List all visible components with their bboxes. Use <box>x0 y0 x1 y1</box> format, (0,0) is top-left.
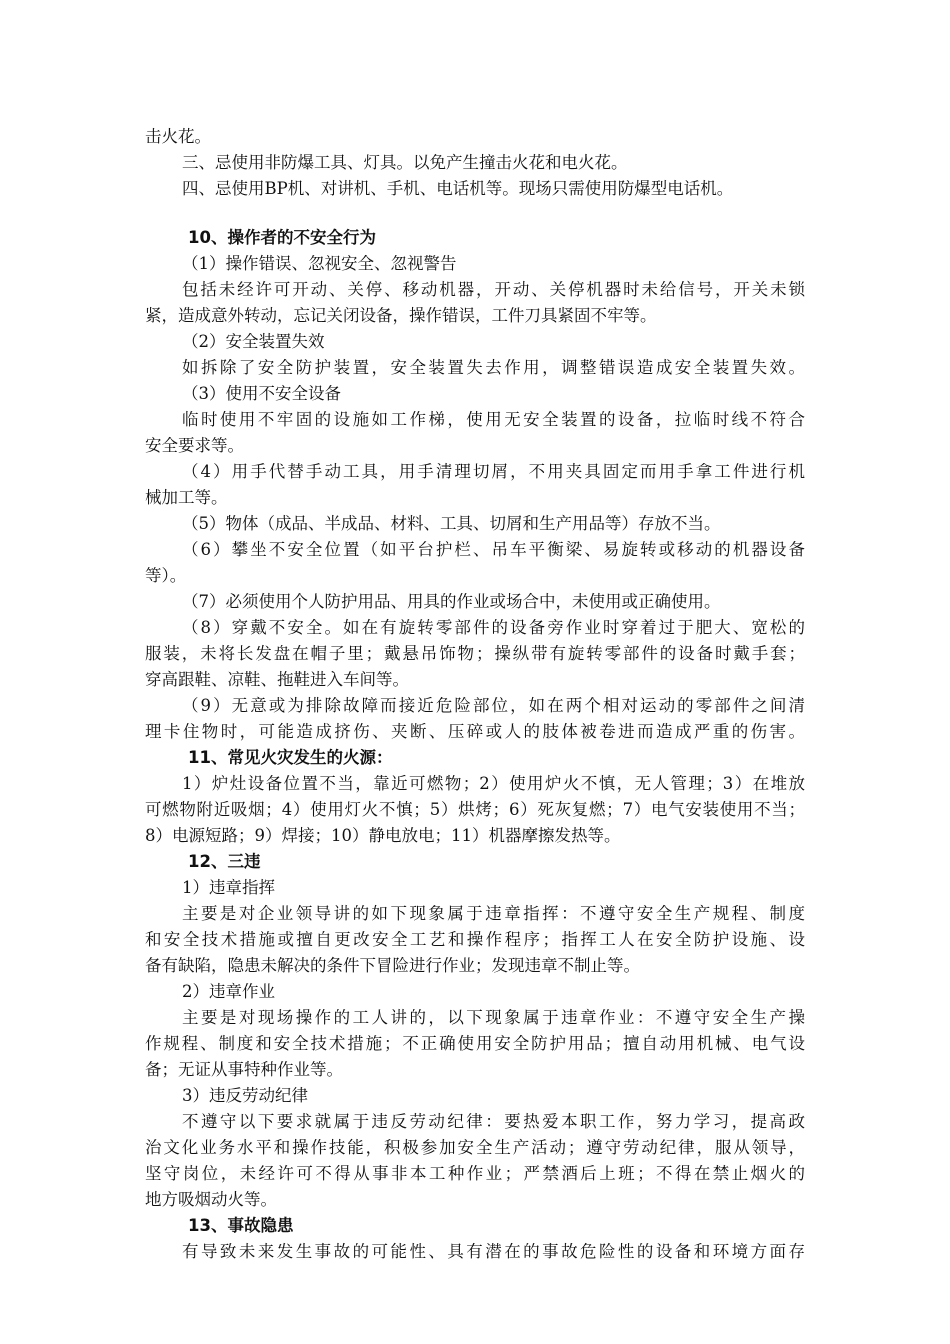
paragraph-line: 不遵守以下要求就属于违反劳动纪律：要热爱本职工作，努力学习，提高政 <box>182 1112 805 1131</box>
paragraph-line: 击火花。 <box>145 127 211 146</box>
paragraph-line: （6）攀坐不安全位置（如平台护栏、吊车平衡梁、易旋转或移动的机器设备 <box>182 540 805 559</box>
paragraph-line: 有导致未来发生事故的可能性、具有潜在的事故危险性的设备和环境方面存 <box>182 1242 805 1261</box>
paragraph-line: 1）炉灶设备位置不当，靠近可燃物；2）使用炉火不慎，无人管理；3）在堆放 <box>182 774 805 793</box>
subheading: （2）安全装置失效 <box>182 332 325 351</box>
paragraph-line: 备有缺陷，隐患未解决的条件下冒险进行作业；发现违章不制止等。 <box>145 956 640 975</box>
paragraph-line: 主要是对现场操作的工人讲的，以下现象属于违章作业：不遵守安全生产操 <box>182 1008 805 1027</box>
paragraph-line: 服装，未将长发盘在帽子里；戴悬吊饰物；操纵带有旋转零部件的设备时戴手套； <box>145 644 805 663</box>
subheading: 3）违反劳动纪律 <box>182 1086 308 1105</box>
paragraph-line: 安全要求等。 <box>145 436 244 455</box>
paragraph-line: 临时使用不牢固的设施如工作梯，使用无安全装置的设备，拉临时线不符合 <box>182 410 805 429</box>
section-heading: 12、三违 <box>188 852 261 871</box>
paragraph-line: 和安全技术措施或擅自更改安全工艺和操作程序；指挥工人在安全防护设施、设 <box>145 930 805 949</box>
paragraph-line: 治文化业务水平和操作技能，积极参加安全生产活动；遵守劳动纪律，服从领导， <box>145 1138 805 1157</box>
section-heading: 13、事故隐患 <box>188 1216 294 1235</box>
paragraph-line: 可燃物附近吸烟；4）使用灯火不慎；5）烘烤；6）死灰复燃；7）电气安装使用不当； <box>145 800 805 819</box>
paragraph-line: （4）用手代替手动工具，用手清理切屑，不用夹具固定而用手拿工件进行机 <box>182 462 805 481</box>
paragraph-line: 穿高跟鞋、凉鞋、拖鞋进入车间等。 <box>145 670 409 689</box>
paragraph-line: 坚守岗位，未经许可不得从事非本工种作业；严禁酒后上班；不得在禁止烟火的 <box>145 1164 805 1183</box>
paragraph-line: 紧，造成意外转动，忘记关闭设备，操作错误，工件刀具紧固不牢等。 <box>145 306 657 325</box>
paragraph-line: 械加工等。 <box>145 488 228 507</box>
section-heading: 11、常见火灾发生的火源： <box>188 748 393 767</box>
paragraph-line: 理卡住物时，可能造成挤伤、夹断、压碎或人的肢体被卷进而造成严重的伤害。 <box>145 722 805 741</box>
paragraph-line: 等）。 <box>145 566 187 585</box>
paragraph-line: 包括未经许可开动、关停、移动机器，开动、关停机器时未给信号，开关未锁 <box>182 280 805 299</box>
paragraph-line: 作规程、制度和安全技术措施；不正确使用安全防护用品；擅自动用机械、电气设 <box>145 1034 805 1053</box>
paragraph-line: 如拆除了安全防护装置，安全装置失去作用，调整错误造成安全装置失效。 <box>182 358 805 377</box>
paragraph-line: 三、忌使用非防爆工具、灯具。以免产生撞击火花和电火花。 <box>182 153 628 172</box>
paragraph-line: （8）穿戴不安全。如在有旋转零部件的设备旁作业时穿着过于肥大、宽松的 <box>182 618 805 637</box>
section-heading: 10、操作者的不安全行为 <box>188 228 376 247</box>
paragraph-line: 主要是对企业领导讲的如下现象属于违章指挥：不遵守安全生产规程、制度 <box>182 904 805 923</box>
subheading: 1）违章指挥 <box>182 878 275 897</box>
subheading: （1）操作错误、忽视安全、忽视警告 <box>182 254 457 273</box>
paragraph-line: 备；无证从事特种作业等。 <box>145 1060 343 1079</box>
paragraph-line: （9）无意或为排除故障而接近危险部位，如在两个相对运动的零部件之间清 <box>182 696 805 715</box>
subheading: （3）使用不安全设备 <box>182 384 341 403</box>
paragraph-line: （7）必须使用个人防护用品、用具的作业或场合中，未使用或正确使用。 <box>182 592 721 611</box>
paragraph-line: （5）物体（成品、半成品、材料、工具、切屑和生产用品等）存放不当。 <box>182 514 721 533</box>
paragraph-line: 地方吸烟动火等。 <box>145 1190 277 1209</box>
paragraph-line: 四、忌使用BP机、对讲机、手机、电话机等。现场只需使用防爆型电话机。 <box>182 179 734 198</box>
subheading: 2）违章作业 <box>182 982 275 1001</box>
paragraph-line: 8）电源短路；9）焊接；10）静电放电；11）机器摩擦发热等。 <box>145 826 621 845</box>
